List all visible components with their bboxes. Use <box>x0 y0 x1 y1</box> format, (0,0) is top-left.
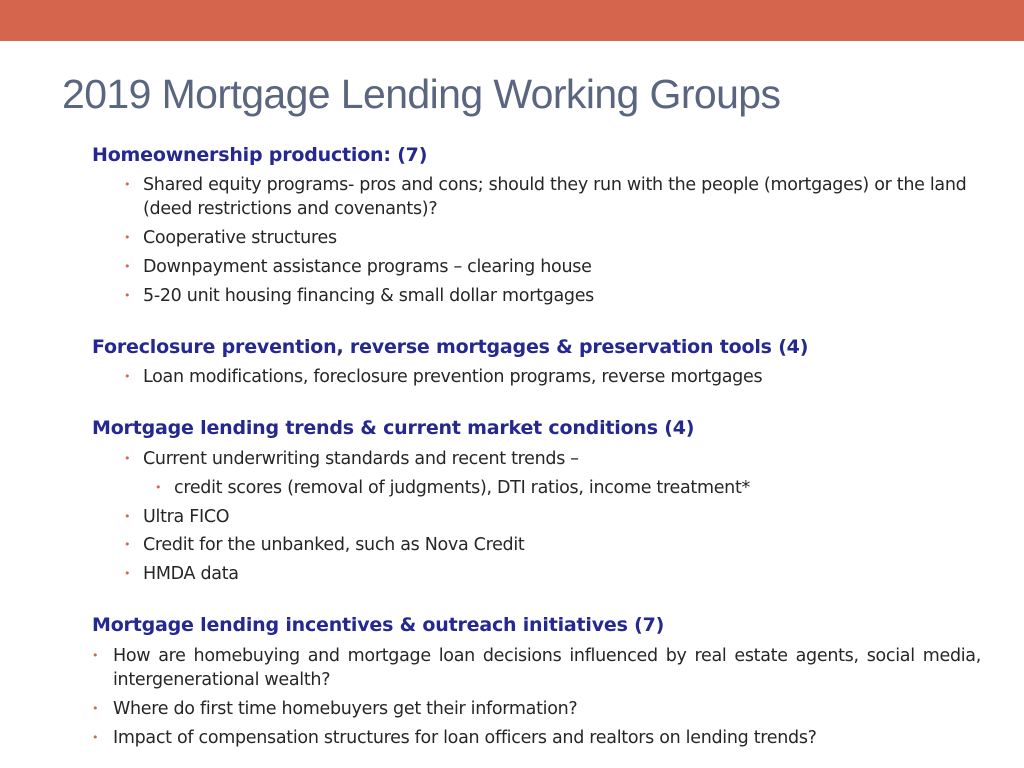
bullet-icon: • <box>124 567 131 580</box>
top-accent-bar <box>0 0 1024 41</box>
section-heading-lending-trends: Mortgage lending trends & current market conditions (4) <box>92 417 695 439</box>
list-item: HMDA data <box>143 564 239 584</box>
bullet-icon: • <box>124 370 131 383</box>
bullet-icon: • <box>92 649 99 662</box>
list-item: Credit for the unbanked, such as Nova Credit <box>143 535 525 555</box>
list-item: Loan modifications, foreclosure prevention programs, reverse mortgages <box>143 367 763 387</box>
bullet-icon: • <box>124 538 131 551</box>
slide-title: 2019 Mortgage Lending Working Groups <box>62 71 781 117</box>
bullet-icon: • <box>92 731 99 744</box>
bullet-icon: • <box>92 702 99 715</box>
section-heading-incentives: Mortgage lending incentives & outreach initiatives (7) <box>92 614 665 636</box>
list-item-sub: credit scores (removal of judgments), DTI ratios, income treatment* <box>174 478 750 498</box>
list-item: Downpayment assistance programs – clearing house <box>143 257 592 277</box>
list-item: Where do first time homebuyers get their information? <box>113 699 578 719</box>
list-item: Impact of compensation structures for loan officers and realtors on lending trends? <box>113 728 817 748</box>
sub-bullet-icon: • <box>155 481 162 494</box>
bullet-icon: • <box>124 231 131 244</box>
bullet-icon: • <box>124 260 131 273</box>
list-item: How are homebuying and mortgage loan decisions influenced by real estate agents, social media, intergenerational wealth? <box>113 646 981 690</box>
list-item: Ultra FICO <box>143 507 230 527</box>
bullet-icon: • <box>124 510 131 523</box>
list-item: 5-20 unit housing financing & small dollar mortgages <box>143 286 594 306</box>
bullet-icon: • <box>124 178 131 191</box>
section-heading-foreclosure: Foreclosure prevention, reverse mortgages & preservation tools (4) <box>92 336 809 358</box>
bullet-icon: • <box>124 289 131 302</box>
bullet-icon: • <box>124 452 131 465</box>
list-item: Shared equity programs- pros and cons; should they run with the people (mortgages) or the land (deed restrictions and covenants)? <box>143 175 967 219</box>
section-heading-homeownership: Homeownership production: (7) <box>92 144 428 166</box>
list-item: Cooperative structures <box>143 228 337 248</box>
list-item: Current underwriting standards and recent trends – <box>143 449 579 469</box>
